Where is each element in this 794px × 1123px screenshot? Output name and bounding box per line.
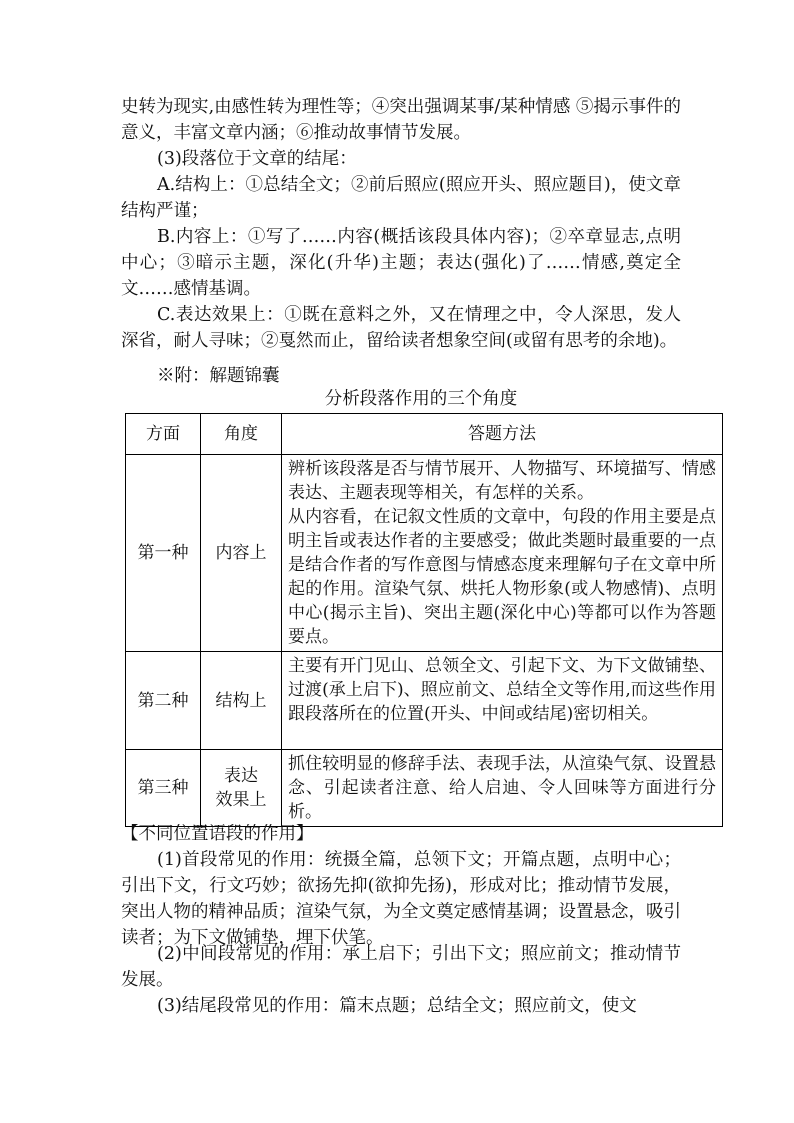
- table-header-row: [126, 414, 723, 455]
- table-row: [126, 455, 723, 652]
- paragraph-middle-section: (2)中间段常见的作用：承上启下；引出下文；照应前文；推动情节发展。: [121, 944, 681, 990]
- table-header-angle: 角度: [201, 414, 282, 455]
- paragraph-structure: A.结构上：①总结全文；②前后照应(照应开头、照应题目)，使文章结构严谨；: [121, 175, 681, 221]
- paragraph-content: B.内容上：①写了……内容(概括该段具体内容)；②卒章显志,点明中心；③暗示主题，深化(升华)主题；表达(强化)了……情感,奠定全文……感情基调。: [121, 227, 681, 299]
- angle-line: 表达: [224, 766, 258, 786]
- table-row: [126, 652, 723, 750]
- row-aspect: 第一种: [126, 455, 201, 652]
- paragraph-appendix: ※附：解题锦囊: [157, 366, 280, 386]
- method-line: 从内容看，在记叙文性质的文章中，句段的作用主要是点明主旨或表达作者的主要感受；做此类题时最重要的一点是结合作者的写作意图与情感态度来理解句子在文章中所起的作用。渲染气氛、烘托人物形象(或人物感情)、点明中心(揭示主旨)、突出主题(深化中心)等都可以作为答题要点。: [288, 507, 716, 647]
- row-angle: [201, 750, 282, 827]
- row-method: [282, 455, 723, 652]
- paragraph-first-section: (1)首段常见的作用：统摄全篇，总领下文；开篇点题，点明中心；引出下文，行文巧妙；欲扬先抑(欲抑先扬)，形成对比；推动情节发展，突出人物的精神品质；渲染气氛，为全文奠定感情基调；设置悬念，吸引读者；为下文做铺垫，埋下伏笔。: [121, 850, 681, 948]
- paragraph-ending-heading: (3)段落位于文章的结尾：: [157, 149, 357, 169]
- method-line: 抓住较明显的修辞手法、表现手法，从渲染气氛、设置悬念、引起读者注意、给人启迪、令人回味等方面进行分析。: [288, 754, 716, 822]
- row-method: [282, 750, 723, 827]
- row-angle: 结构上: [201, 652, 282, 750]
- row-angle: 内容上: [201, 455, 282, 652]
- table-caption: 分析段落作用的三个角度: [324, 389, 518, 409]
- method-line: 主要有开门见山、总领全文、引起下文、为下文做铺垫、过渡(承上启下)、照应前文、总结全文等作用,而这些作用跟段落所在的位置(开头、中间或结尾)密切相关。: [288, 656, 716, 724]
- row-aspect: 第三种: [126, 750, 201, 827]
- row-method: [282, 652, 723, 750]
- method-line: 辨析该段落是否与情节展开、人物描写、环境描写、情感表达、主题表现等相关，有怎样的关系。: [288, 459, 716, 503]
- angle-line: 效果上: [215, 790, 267, 810]
- paragraph-effect: C.表达效果上：①既在意料之外，又在情理之中，令人深思，发人深省，耐人寻味；②戛然而止，留给读者想象空间(或留有思考的余地)。: [121, 305, 681, 351]
- table-header-aspect: 方面: [126, 414, 201, 455]
- row-aspect: 第二种: [126, 652, 201, 750]
- table-header-method: 答题方法: [282, 414, 723, 455]
- paragraph-final-section: (3)结尾段常见的作用：篇末点题；总结全文；照应前文，使文: [157, 996, 637, 1016]
- method-table: [125, 413, 723, 827]
- paragraph-continuation: 史转为现实,由感性转为理性等；④突出强调某事/某种情感 ⑤揭示事件的意义，丰富文章内涵；⑥推动故事情节发展。: [121, 97, 681, 143]
- table-row: [126, 750, 723, 827]
- section-heading: 【不同位置语段的作用】: [121, 824, 314, 844]
